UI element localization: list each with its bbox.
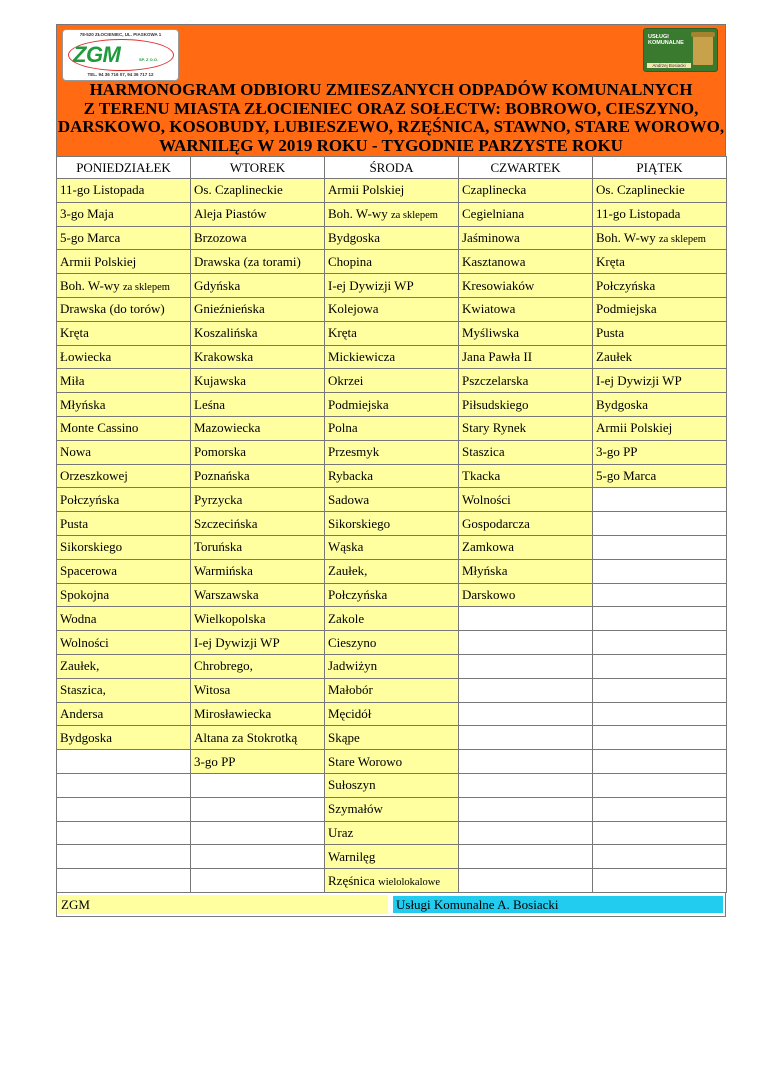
schedule-row: [57, 583, 727, 607]
street-cell: Brzozowa: [191, 226, 325, 250]
empty-cell: [459, 869, 593, 893]
street-cell: Warmińska: [191, 559, 325, 583]
title-line: DARSKOWO, KOSOBUDY, LUBIESZEWO, RZĘŚNICA, STAWNO, STARE WOROWO,: [57, 117, 725, 136]
street-cell: Kresowiaków: [459, 274, 593, 298]
schedule-row: [57, 202, 727, 226]
street-cell: Kręta: [325, 321, 459, 345]
schedule-row: [57, 464, 727, 488]
street-cell: Polna: [325, 416, 459, 440]
schedule-body: [57, 179, 727, 893]
street-cell: 11-go Listopada: [57, 179, 191, 203]
empty-cell: [593, 678, 727, 702]
schedule-row: [57, 750, 727, 774]
schedule-row: [57, 250, 727, 274]
street-cell: Przesmyk: [325, 440, 459, 464]
street-cell: 5-go Marca: [57, 226, 191, 250]
schedule-row: [57, 726, 727, 750]
schedule-row: [57, 488, 727, 512]
bosiacki-logo-line3: Andrzej Bosiacki: [647, 63, 691, 68]
logo-suffix: SP. Z O.O.: [139, 57, 159, 62]
street-cell: I-ej Dywizji WP: [325, 274, 459, 298]
street-cell: Staszica: [459, 440, 593, 464]
street-cell: Czaplinecka: [459, 179, 593, 203]
street-cell: Zaułek: [593, 345, 727, 369]
street-cell: Sikorskiego: [57, 535, 191, 559]
street-cell: Pomorska: [191, 440, 325, 464]
street-cell: Os. Czaplineckie: [191, 179, 325, 203]
street-cell: Rybacka: [325, 464, 459, 488]
street-cell: 3-go PP: [191, 750, 325, 774]
street-cell: Poznańska: [191, 464, 325, 488]
street-cell: Kasztanowa: [459, 250, 593, 274]
empty-cell: [57, 845, 191, 869]
schedule-row: [57, 226, 727, 250]
title-line: WARNILĘG W 2019 ROKU - TYGODNIE PARZYSTE ROKU: [159, 135, 623, 155]
street-cell: Podmiejska: [593, 297, 727, 321]
street-cell: Sadowa: [325, 488, 459, 512]
logo-phone: TEL. 94 36 716 07, 94 36 717 12: [87, 72, 154, 77]
street-cell: Połczyńska: [325, 583, 459, 607]
street-cell: 3-go Maja: [57, 202, 191, 226]
schedule-row: [57, 416, 727, 440]
street-cell: I-ej Dywizji WP: [593, 369, 727, 393]
street-cell: Bydgoska: [325, 226, 459, 250]
empty-cell: [459, 797, 593, 821]
schedule-row: [57, 179, 727, 203]
street-cell: Kolejowa: [325, 297, 459, 321]
footer-row: [56, 893, 726, 917]
header-banner: [56, 24, 726, 156]
schedule-row: [57, 845, 727, 869]
street-cell: Jadwiżyn: [325, 654, 459, 678]
title-line: HARMONOGRAM ODBIORU ZMIESZANYCH ODPADÓW KOMUNALNYCH: [89, 80, 693, 99]
street-cell: Kręta: [593, 250, 727, 274]
street-cell: Okrzei: [325, 369, 459, 393]
street-cell: Połczyńska: [593, 274, 727, 298]
street-cell: Mickiewicza: [325, 345, 459, 369]
day-header: PIĄTEK: [593, 157, 727, 179]
street-cell: Sikorskiego: [325, 512, 459, 536]
street-cell: Altana za Stokrotką: [191, 726, 325, 750]
schedule-sheet: [56, 24, 726, 912]
schedule-row: [57, 559, 727, 583]
schedule-row: [57, 369, 727, 393]
empty-cell: [593, 559, 727, 583]
day-header: PONIEDZIAŁEK: [57, 157, 191, 179]
street-cell: Orzeszkowej: [57, 464, 191, 488]
street-cell: Jaśminowa: [459, 226, 593, 250]
day-header: CZWARTEK: [459, 157, 593, 179]
logo-brand: ZGM: [73, 42, 121, 67]
street-cell: Armii Polskiej: [325, 179, 459, 203]
street-cell: Kujawska: [191, 369, 325, 393]
street-cell: Warnilęg: [325, 845, 459, 869]
empty-cell: [459, 607, 593, 631]
empty-cell: [459, 821, 593, 845]
street-cell: Leśna: [191, 393, 325, 417]
schedule-row: [57, 821, 727, 845]
empty-cell: [593, 535, 727, 559]
street-cell: Toruńska: [191, 535, 325, 559]
empty-cell: [593, 512, 727, 536]
schedule-row: [57, 440, 727, 464]
street-cell: Stary Rynek: [459, 416, 593, 440]
empty-cell: [459, 726, 593, 750]
street-cell: Armii Polskiej: [593, 416, 727, 440]
street-cell: Pyrzycka: [191, 488, 325, 512]
street-cell: 11-go Listopada: [593, 202, 727, 226]
street-cell: Cieszyno: [325, 631, 459, 655]
street-cell: Zakole: [325, 607, 459, 631]
street-cell: Uraz: [325, 821, 459, 845]
empty-cell: [593, 702, 727, 726]
street-cell: Boh. W-wy za sklepem: [593, 226, 727, 250]
street-cell: Gdyńska: [191, 274, 325, 298]
street-cell: Szymałów: [325, 797, 459, 821]
schedule-row: [57, 512, 727, 536]
street-cell: 3-go PP: [593, 440, 727, 464]
street-cell: Boh. W-wy za sklepem: [325, 202, 459, 226]
empty-cell: [593, 607, 727, 631]
street-cell: Warszawska: [191, 583, 325, 607]
street-cell: Małobór: [325, 678, 459, 702]
street-cell: Staszica,: [57, 678, 191, 702]
empty-cell: [459, 773, 593, 797]
schedule-row: [57, 631, 727, 655]
street-cell: Zaułek,: [57, 654, 191, 678]
empty-cell: [459, 750, 593, 774]
street-cell: Pszczelarska: [459, 369, 593, 393]
empty-cell: [593, 488, 727, 512]
zgm-logo: [62, 29, 179, 81]
street-cell: Młyńska: [57, 393, 191, 417]
bosiacki-logo-line2: KOMUNALNE: [648, 40, 684, 46]
empty-cell: [191, 797, 325, 821]
schedule-row: [57, 321, 727, 345]
empty-cell: [593, 821, 727, 845]
street-cell: Gospodarcza: [459, 512, 593, 536]
empty-cell: [593, 654, 727, 678]
empty-cell: [191, 869, 325, 893]
schedule-table: [56, 156, 727, 893]
street-cell: Myśliwska: [459, 321, 593, 345]
street-cell: Cegielniana: [459, 202, 593, 226]
street-cell: Mirosławiecka: [191, 702, 325, 726]
day-header: ŚRODA: [325, 157, 459, 179]
schedule-row: [57, 535, 727, 559]
street-cell: Bydgoska: [57, 726, 191, 750]
street-cell: Aleja Piastów: [191, 202, 325, 226]
schedule-row: [57, 607, 727, 631]
footer-bosiacki: Usługi Komunalne A. Bosiacki: [393, 896, 723, 913]
day-header: WTOREK: [191, 157, 325, 179]
street-cell: Witosa: [191, 678, 325, 702]
empty-cell: [191, 845, 325, 869]
street-cell: Wielkopolska: [191, 607, 325, 631]
street-cell: Koszalińska: [191, 321, 325, 345]
empty-cell: [593, 583, 727, 607]
schedule-row: [57, 393, 727, 417]
empty-cell: [593, 726, 727, 750]
street-cell: Armii Polskiej: [57, 250, 191, 274]
empty-cell: [459, 702, 593, 726]
street-cell: Wodna: [57, 607, 191, 631]
street-cell: I-ej Dywizji WP: [191, 631, 325, 655]
street-cell: Łowiecka: [57, 345, 191, 369]
schedule-row: [57, 702, 727, 726]
street-cell: Gnieźnieńska: [191, 297, 325, 321]
street-cell: Mazowiecka: [191, 416, 325, 440]
waste-bin-icon: [693, 35, 713, 65]
street-cell: Skąpe: [325, 726, 459, 750]
street-cell: Chrobrego,: [191, 654, 325, 678]
empty-cell: [57, 773, 191, 797]
schedule-row: [57, 773, 727, 797]
street-cell: Młyńska: [459, 559, 593, 583]
street-cell: Monte Cassino: [57, 416, 191, 440]
empty-cell: [191, 773, 325, 797]
street-cell: Pusta: [57, 512, 191, 536]
street-cell: Wolności: [57, 631, 191, 655]
empty-cell: [57, 821, 191, 845]
street-cell: Kręta: [57, 321, 191, 345]
schedule-row: [57, 654, 727, 678]
schedule-row: [57, 869, 727, 893]
empty-cell: [593, 750, 727, 774]
page-title: [57, 81, 725, 155]
schedule-row: [57, 678, 727, 702]
street-cell: Stare Worowo: [325, 750, 459, 774]
street-cell: Chopina: [325, 250, 459, 274]
street-cell: Drawska (do torów): [57, 297, 191, 321]
street-cell: Podmiejska: [325, 393, 459, 417]
street-cell: Spokojna: [57, 583, 191, 607]
empty-cell: [57, 869, 191, 893]
street-cell: Piłsudskiego: [459, 393, 593, 417]
street-cell: Wąska: [325, 535, 459, 559]
street-cell: Drawska (za torami): [191, 250, 325, 274]
street-cell: Połczyńska: [57, 488, 191, 512]
logo-address: 78-520 ZŁOCIENIEC, UL. PIASKOWA 1: [79, 32, 162, 37]
street-cell: Krakowska: [191, 345, 325, 369]
empty-cell: [459, 678, 593, 702]
empty-cell: [191, 821, 325, 845]
street-cell: Zamkowa: [459, 535, 593, 559]
street-cell: Darskowo: [459, 583, 593, 607]
schedule-row: [57, 345, 727, 369]
bosiacki-logo: [643, 28, 718, 72]
street-cell: Kwiatowa: [459, 297, 593, 321]
empty-cell: [593, 869, 727, 893]
street-cell: Nowa: [57, 440, 191, 464]
street-cell: Bydgoska: [593, 393, 727, 417]
street-cell: Męcidół: [325, 702, 459, 726]
street-cell: Wolności: [459, 488, 593, 512]
schedule-row: [57, 797, 727, 821]
schedule-row: [57, 297, 727, 321]
empty-cell: [593, 773, 727, 797]
empty-cell: [459, 631, 593, 655]
empty-cell: [459, 654, 593, 678]
street-cell: Pusta: [593, 321, 727, 345]
street-cell: Miła: [57, 369, 191, 393]
bosiacki-logo-line1: USŁUGI: [648, 34, 669, 40]
street-cell: Spacerowa: [57, 559, 191, 583]
footer-zgm: ZGM: [58, 895, 388, 914]
street-cell: Os. Czaplineckie: [593, 179, 727, 203]
street-cell: Rzęśnica wielolokalowe: [325, 869, 459, 893]
street-cell: Jana Pawła II: [459, 345, 593, 369]
street-cell: Sułoszyn: [325, 773, 459, 797]
street-cell: Zaułek,: [325, 559, 459, 583]
empty-cell: [593, 631, 727, 655]
schedule-row: [57, 274, 727, 298]
street-cell: Tkacka: [459, 464, 593, 488]
street-cell: Andersa: [57, 702, 191, 726]
empty-cell: [593, 797, 727, 821]
street-cell: Boh. W-wy za sklepem: [57, 274, 191, 298]
street-cell: Szczecińska: [191, 512, 325, 536]
street-cell: 5-go Marca: [593, 464, 727, 488]
title-line: Z TERENU MIASTA ZŁOCIENIEC ORAZ SOŁECTW: BOBROWO, CIESZYNO,: [83, 98, 699, 118]
empty-cell: [459, 845, 593, 869]
empty-cell: [57, 797, 191, 821]
empty-cell: [57, 750, 191, 774]
empty-cell: [593, 845, 727, 869]
day-header-row: [57, 157, 727, 179]
